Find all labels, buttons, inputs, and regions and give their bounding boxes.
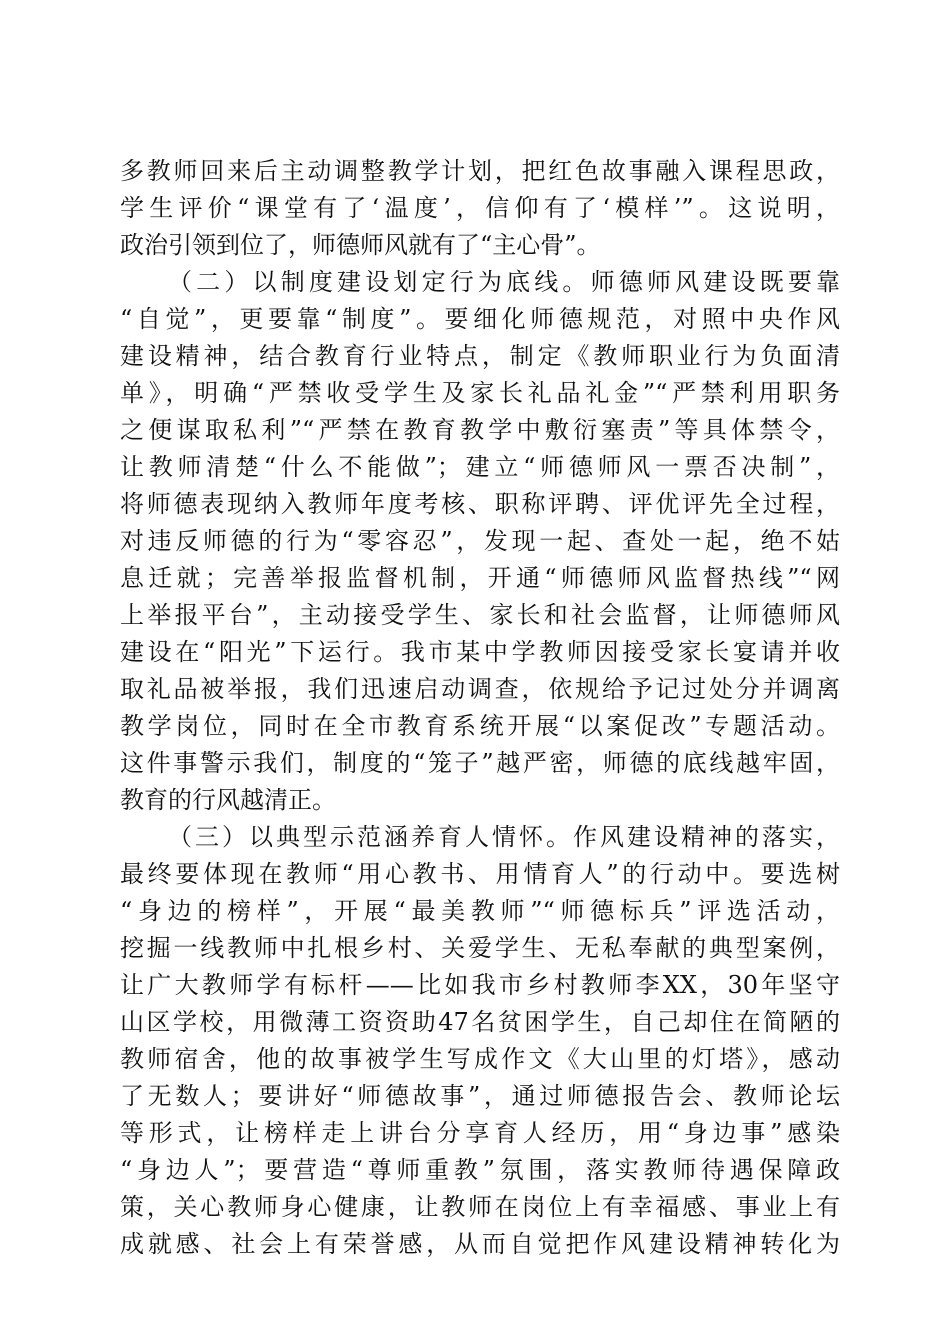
text-line: 之便谋取私利”“严禁在教育教学中敷衍塞责”等具体禁令，: [120, 416, 840, 444]
text-line: 多教师回来后主动调整教学计划，把红色故事融入课程思政，: [120, 157, 840, 185]
section-heading-line: （二）以制度建设划定行为底线。师德师风建设既要靠: [168, 268, 840, 296]
text-line: “自觉”，更要靠“制度”。要细化师德规范，对照中央作风: [120, 305, 840, 333]
text-line: 等形式，让榜样走上讲台分享育人经历，用“身边事”感染: [120, 1119, 840, 1147]
text-line: 建设精神，结合教育行业特点，制定《教师职业行为负面清: [120, 342, 840, 370]
document-body: [120, 153, 840, 1263]
text-line: 息迁就；完善举报监督机制，开通“师德师风监督热线”“网: [120, 564, 840, 592]
text-line: “身边的榜样”，开展“最美教师”“师德标兵”评选活动，: [120, 897, 840, 925]
text-line: 教学岗位，同时在全市教育系统开展“以案促改”专题活动。: [120, 712, 840, 740]
paragraph-institutional-construction: [120, 264, 840, 819]
text-line: 取礼品被举报，我们迅速启动调查，依规给予记过处分并调离: [120, 675, 840, 703]
text-line: 策，关心教师身心健康，让教师在岗位上有幸福感、事业上有: [120, 1193, 840, 1221]
text-line: 让教师清楚“什么不能做”；建立“师德师风一票否决制”，: [120, 453, 840, 481]
text-line: 政治引领到位了，师德师风就有了“主心骨”。: [120, 231, 601, 259]
text-line: 单》，明确“严禁收受学生及家长礼品礼金”“严禁利用职务: [120, 379, 840, 407]
text-line: 对违反师德的行为“零容忍”，发现一起、查处一起，绝不姑: [120, 527, 840, 555]
paragraph-role-models: [120, 819, 840, 1263]
text-line: 了无数人；要讲好“师德故事”，通过师德报告会、教师论坛: [120, 1082, 840, 1110]
text-line: 让广大教师学有标杆——比如我市乡村教师李XX，30年坚守: [120, 971, 840, 999]
paragraph-political-guidance-conclusion: [120, 153, 840, 264]
text-line: 建设在“阳光”下运行。我市某中学教师因接受家长宴请并收: [120, 638, 840, 666]
text-line: 上举报平台”，主动接受学生、家长和社会监督，让师德师风: [120, 601, 840, 629]
text-line: 将师德表现纳入教师年度考核、职称评聘、评优评先全过程，: [120, 490, 840, 518]
text-line: 挖掘一线教师中扎根乡村、关爱学生、无私奉献的典型案例，: [120, 934, 840, 962]
text-line: 山区学校，用微薄工资资助47名贫困学生，自己却住在简陋的: [120, 1008, 840, 1036]
text-line: 最终要体现在教师“用心教书、用情育人”的行动中。要选树: [120, 860, 840, 888]
text-line: 教育的行风越清正。: [120, 786, 336, 814]
text-line: 这件事警示我们，制度的“笼子”越严密，师德的底线越牢固，: [120, 749, 840, 777]
text-line: “身边人”；要营造“尊师重教”氛围，落实教师待遇保障政: [120, 1156, 840, 1184]
text-line: 成就感、社会上有荣誉感，从而自觉把作风建设精神转化为: [120, 1230, 840, 1258]
section-heading-line: （三）以典型示范涵养育人情怀。作风建设精神的落实，: [168, 823, 840, 851]
text-line: 学生评价“课堂有了‘温度’，信仰有了‘模样’”。这说明，: [120, 194, 840, 222]
text-line: 教师宿舍，他的故事被学生写成作文《大山里的灯塔》，感动: [120, 1045, 840, 1073]
